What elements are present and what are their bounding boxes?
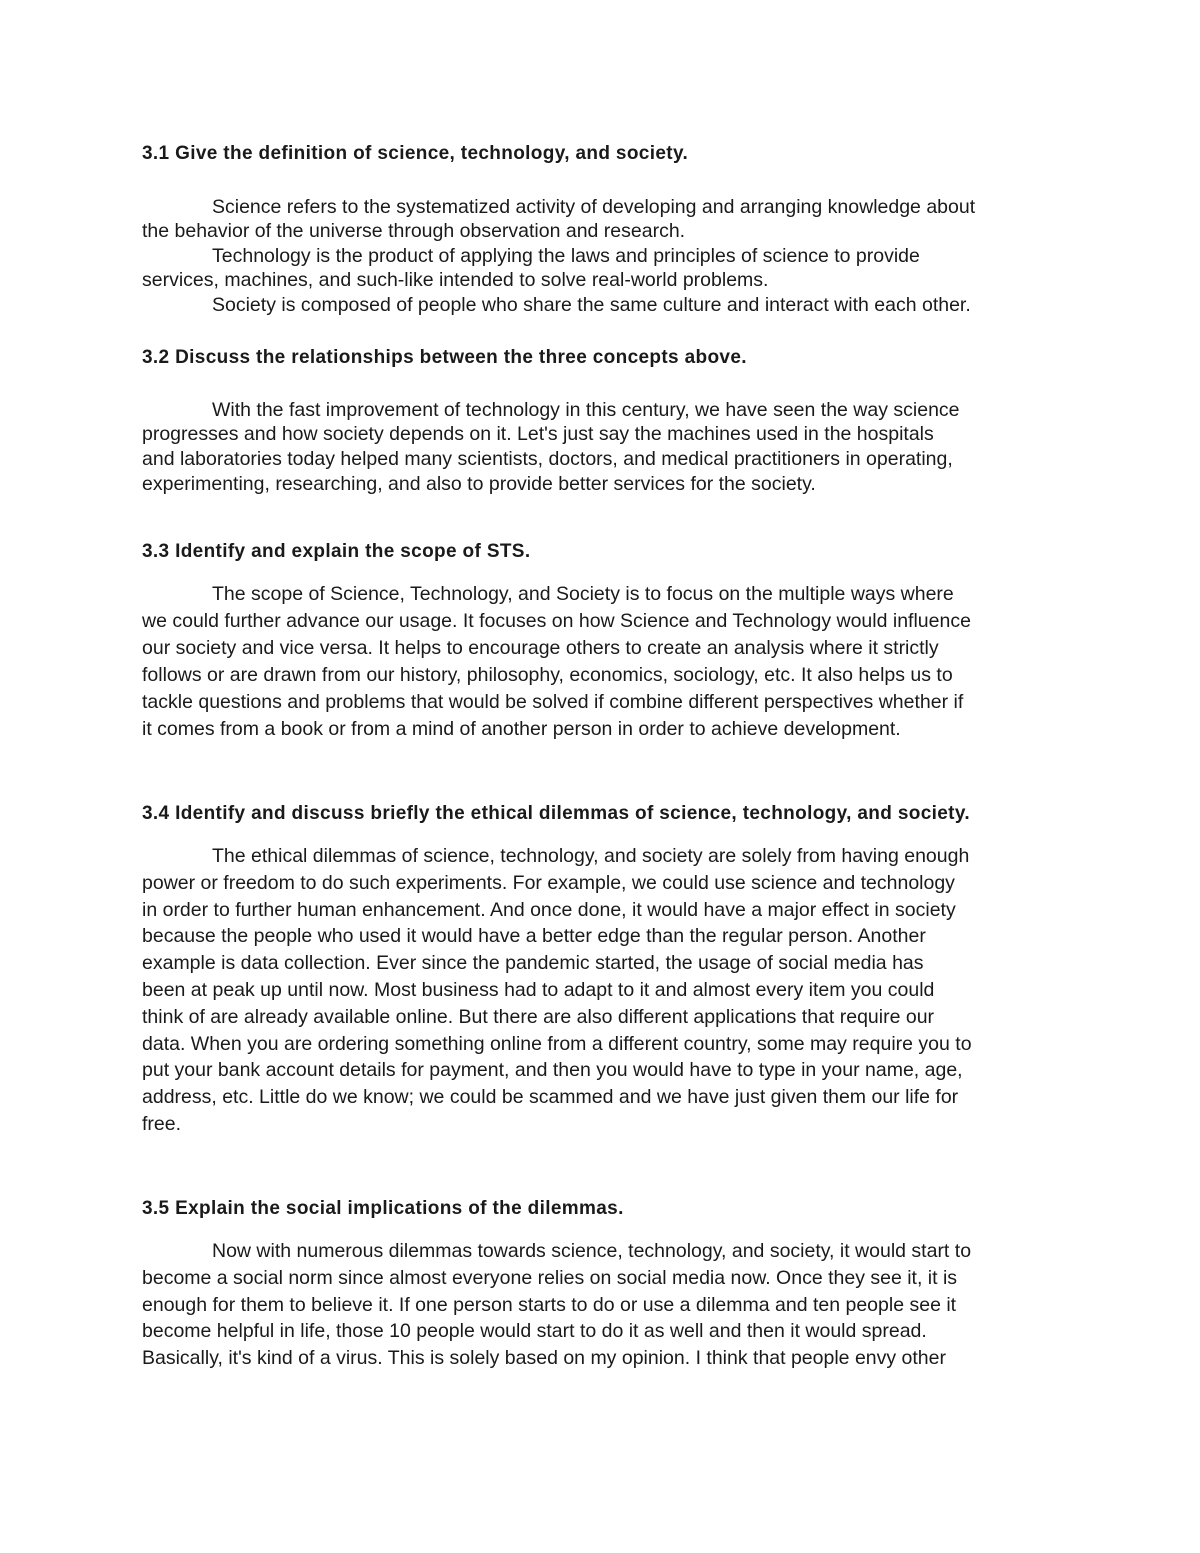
paragraph-line: data. When you are ordering something online from a different country, some may require you to xyxy=(142,1033,972,1055)
paragraph-line: become a social norm since almost everyone relies on social media now. Once they see it, it is xyxy=(142,1267,958,1289)
paragraph-line: experimenting, researching, and also to provide better services for the society. xyxy=(142,473,816,495)
paragraph-line: The ethical dilemmas of science, technology, and society are solely from having enough xyxy=(212,845,970,867)
paragraph-line: services, machines, and such-like intended to solve real-world problems. xyxy=(142,269,769,291)
section-heading-3-5: 3.5 Explain the social implications of the dilemmas. xyxy=(142,1198,624,1219)
paragraph-line: progresses and how society depends on it. Let's just say the machines used in the hospitals xyxy=(142,423,934,445)
paragraph-line: our society and vice versa. It helps to encourage others to create an analysis where it strictly xyxy=(142,637,939,659)
paragraph-line: enough for them to believe it. If one person starts to do or use a dilemma and ten people see it xyxy=(142,1294,957,1316)
paragraph-line: think of are already available online. But there are also different applications that require our xyxy=(142,1006,935,1028)
section-heading-3-3: 3.3 Identify and explain the scope of STS. xyxy=(142,541,531,562)
paragraph-line: address, etc. Little do we know; we could be scammed and we have just given them our life for xyxy=(142,1086,959,1108)
section-heading-3-2: 3.2 Discuss the relationships between the three concepts above. xyxy=(142,347,747,368)
paragraph-line: because the people who used it would have a better edge than the regular person. Another xyxy=(142,925,926,947)
paragraph-line: example is data collection. Ever since the pandemic started, the usage of social media has xyxy=(142,952,924,974)
paragraph-line: follows or are drawn from our history, philosophy, economics, sociology, etc. It also helps us to xyxy=(142,664,953,686)
section-heading-3-4: 3.4 Identify and discuss briefly the ethical dilemmas of science, technology, and society. xyxy=(142,803,970,824)
paragraph-line: put your bank account details for payment, and then you would have to type in your name, age, xyxy=(142,1059,963,1081)
paragraph-line: been at peak up until now. Most business had to adapt to it and almost every item you could xyxy=(142,979,935,1001)
paragraph-line: Technology is the product of applying the laws and principles of science to provide xyxy=(212,245,920,267)
paragraph-line: become helpful in life, those 10 people would start to do it as well and then it would spread. xyxy=(142,1320,927,1342)
paragraph-line: power or freedom to do such experiments. For example, we could use science and technology xyxy=(142,872,955,894)
paragraph-line: we could further advance our usage. It focuses on how Science and Technology would influence xyxy=(142,610,971,632)
paragraph-line: free. xyxy=(142,1113,182,1135)
paragraph-line: Science refers to the systematized activity of developing and arranging knowledge about xyxy=(212,196,976,218)
paragraph-line: Now with numerous dilemmas towards science, technology, and society, it would start to xyxy=(212,1240,972,1262)
paragraph-line: in order to further human enhancement. And once done, it would have a major effect in society xyxy=(142,899,956,921)
paragraph-line: the behavior of the universe through observation and research. xyxy=(142,220,686,242)
paragraph-line: The scope of Science, Technology, and Society is to focus on the multiple ways where xyxy=(212,583,954,605)
paragraph-line: and laboratories today helped many scientists, doctors, and medical practitioners in operating, xyxy=(142,448,953,470)
paragraph-line: Basically, it's kind of a virus. This is solely based on my opinion. I think that people envy other xyxy=(142,1347,946,1369)
section-heading-3-1: 3.1 Give the definition of science, technology, and society. xyxy=(142,143,689,164)
paragraph-line: With the fast improvement of technology in this century, we have seen the way science xyxy=(212,399,960,421)
paragraph-line: tackle questions and problems that would be solved if combine different perspectives whether if xyxy=(142,691,964,713)
paragraph-line: Society is composed of people who share the same culture and interact with each other. xyxy=(212,294,971,316)
paragraph-line: it comes from a book or from a mind of another person in order to achieve development. xyxy=(142,718,901,740)
